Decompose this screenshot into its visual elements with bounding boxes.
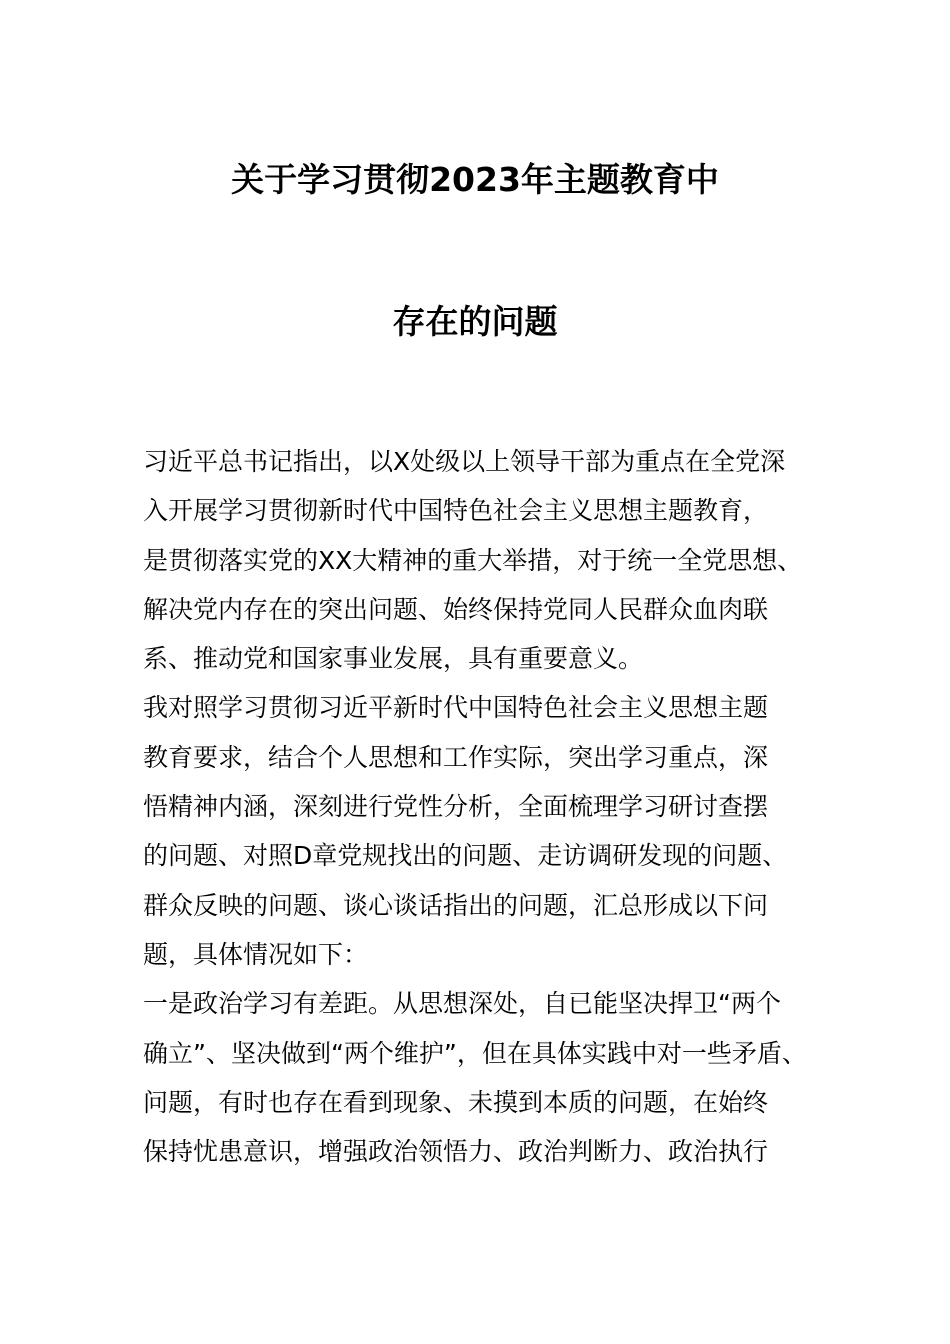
body-line: 悟精神内涵，深刻进行党性分析，全面梳理学习研讨查摆	[143, 792, 769, 822]
body-line: 保持忧患意识，增强政治领悟力、政治判断力、政治执行	[143, 1137, 769, 1167]
document-body	[143, 442, 833, 1181]
body-line: 解决党内存在的突出问题、始终保持党同人民群众血肉联	[143, 594, 769, 624]
body-line: 教育要求，结合个人思想和工作实际，突出学习重点，深	[143, 742, 769, 772]
body-line: 我对照学习贯彻习近平新时代中国特色社会主义思想主题	[143, 693, 769, 723]
body-line: 群众反映的问题、谈心谈话指出的问题，汇总形成以下问	[143, 890, 769, 920]
body-line: 确立”、坚决做到“两个维护”，但在具体实践中对一些矛盾、	[143, 1038, 807, 1068]
body-line: 的问题、对照D章党规找出的问题、走访调研发现的问题、	[143, 841, 788, 871]
document-title-line-2: 存在的问题	[392, 302, 558, 341]
body-line: 问题，有时也存在看到现象、未摸到本质的问题，在始终	[143, 1087, 769, 1117]
document-title-line-1: 关于学习贯彻2023年主题教育中	[231, 160, 719, 199]
body-line: 一是政治学习有差距。从思想深处，自已能坚决捍卫“两个	[143, 989, 781, 1019]
body-line: 习近平总书记指出，以X处级以上领导干部为重点在全党深	[143, 447, 786, 476]
body-line: 入开展学习贯彻新时代中国特色社会主义思想主题教育，	[143, 496, 769, 526]
body-line: 题，具体情况如下：	[143, 939, 369, 969]
body-line: 是贯彻落实党的XX大精神的重大举措，对于统一全党思想、	[143, 545, 803, 575]
body-line: 系、推动党和国家事业发展，具有重要意义。	[143, 644, 644, 674]
